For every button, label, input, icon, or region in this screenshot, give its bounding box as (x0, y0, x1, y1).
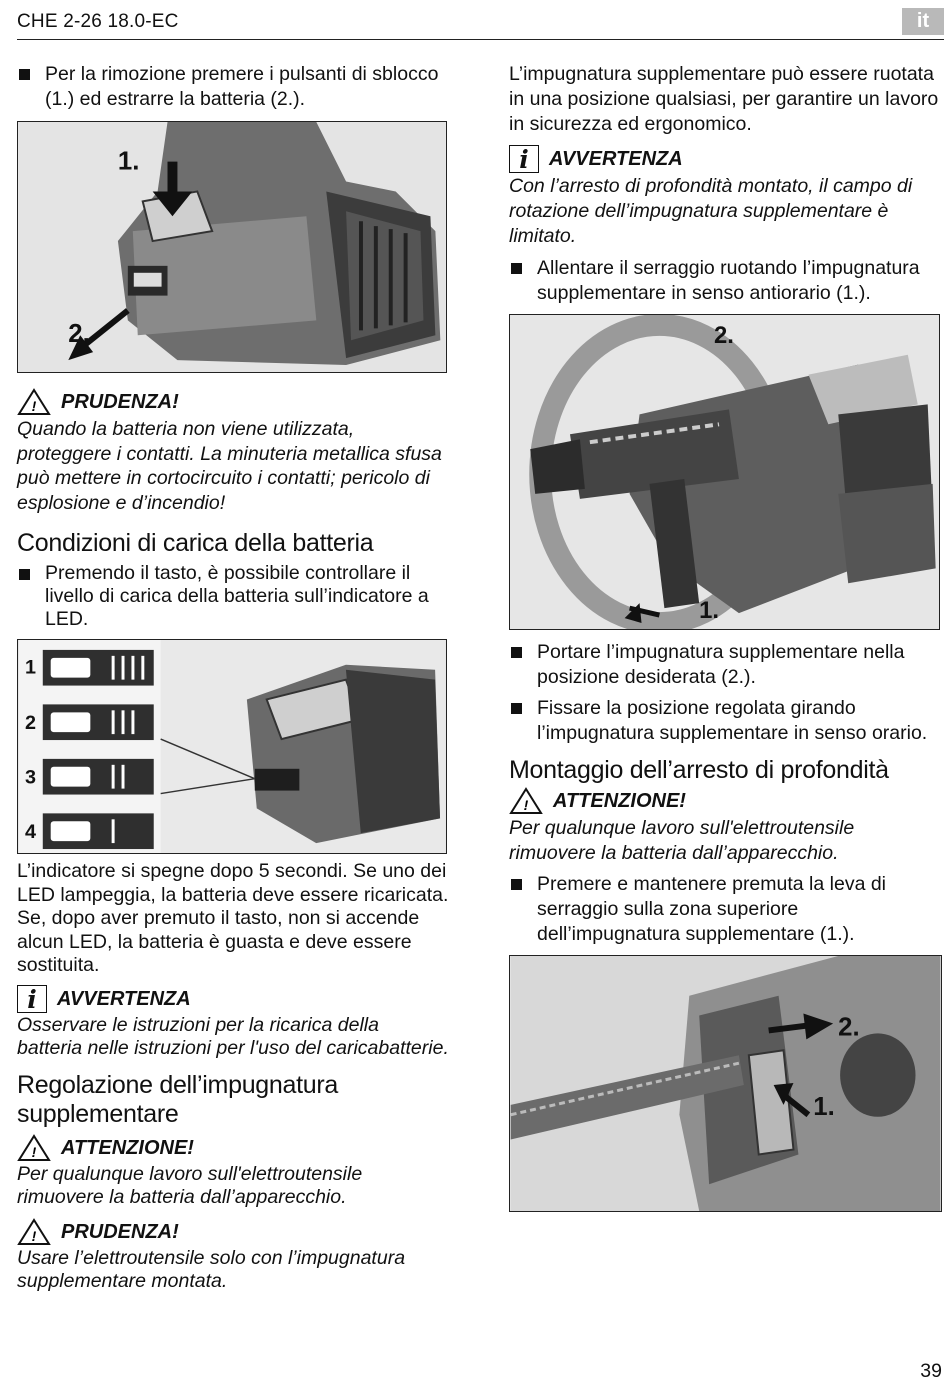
square-bullet-icon (511, 647, 522, 658)
battery-removal-illustration (18, 122, 446, 372)
figure-label-2: 2. (838, 1013, 860, 1042)
figure-label-2: 2. (68, 320, 90, 349)
handle-rotation-figure (509, 314, 940, 630)
list-item: Portare l’impugnatura supplementare nella posizione desiderata (2.). (509, 640, 943, 690)
led-level-label: 3 (24, 766, 36, 789)
doc-code: CHE 2-26 18.0-EC (17, 11, 179, 32)
attention-text: Per qualunque lavoro sull'elettroutensile rimuovere la batteria dall’apparecchio. (509, 817, 855, 864)
list-item: Allentare il serraggio ruotando l’impugnatura supplementare in senso antiorario (1.). (509, 256, 943, 306)
square-bullet-icon (511, 263, 522, 274)
list-item: Premere e mantenere premuta la leva di serraggio sulla zona superiore dell’impugnatura supplementare (1.). (509, 872, 943, 947)
figure-label-2: 2. (714, 321, 734, 349)
figure-label-1: 1. (117, 147, 140, 176)
square-bullet-icon (19, 569, 30, 580)
figure-label-1: 1. (813, 1092, 835, 1121)
led-description: L’indicatore si spegne dopo 5 secondi. Se uno dei LED lampeggia, la batteria deve essere ricaricata. Se, dopo aver premuto il tasto, non si accende alcun LED, la batteria è guasta e deve essere sostituita. (17, 860, 449, 976)
list-item: Premendo il tasto, è possibile controllare il livello di carica della batteria sull’indicatore a LED. (17, 562, 449, 631)
svg-text:!: ! (523, 797, 529, 813)
square-bullet-icon (19, 69, 30, 80)
list-item: Fissare la posizione regolata girando l’impugnatura supplementare in senso orario. (509, 696, 943, 746)
attention-heading: ! ATTENZIONE! (17, 1134, 449, 1162)
square-bullet-icon (511, 879, 522, 890)
handle-description: L’impugnatura supplementare può essere ruotata in una posizione qualsiasi, per garantire un lavoro in sicurezza ed ergonomico. (509, 63, 939, 135)
page-number: 39 (920, 1360, 942, 1382)
caution-heading: ! PRUDENZA! (17, 388, 449, 416)
caution-text: Usare l’elettroutensile solo con l’impugnatura supplementare montata. (17, 1246, 406, 1292)
page-header (17, 8, 944, 40)
warning-triangle-icon (17, 1134, 51, 1162)
right-column (509, 62, 943, 1212)
square-bullet-icon (511, 703, 522, 714)
figure-label-1: 1. (699, 597, 720, 625)
info-i-icon: i (17, 985, 47, 1013)
led-level-label: 2 (24, 712, 36, 735)
note-text: Con l’arresto di profondità montato, il campo di rotazione dell’impugnatura supplementare è limitato. (509, 175, 913, 247)
warning-triangle-icon (17, 388, 51, 416)
note-text: Osservare le istruzioni per la ricarica della batteria nelle istruzioni per l'uso del caricabatterie. (17, 1013, 449, 1059)
left-column (17, 62, 449, 1294)
section-heading: Regolazione dell’impugnatura supplementare (17, 1070, 338, 1128)
warning-triangle-icon (509, 787, 543, 815)
depth-stop-figure (509, 955, 942, 1212)
list-item: Per la rimozione premere i pulsanti di sblocco (1.) ed estrarre la batteria (2.). (17, 62, 449, 111)
section-heading: Condizioni di carica della batteria (17, 529, 374, 557)
caution-text: Quando la batteria non viene utilizzata, proteggere i contatti. La minuteria metallica sfusa può mettere in cortocircuito i contatti; pericolo di esplosione e d’incendio! (17, 418, 442, 514)
svg-text:!: ! (31, 1227, 37, 1244)
led-indicator-figure (17, 639, 447, 854)
section-heading: Montaggio dell’arresto di profondità (509, 756, 889, 784)
attention-heading: ! ATTENZIONE! (509, 787, 943, 815)
note-heading: i AVVERTENZA (509, 145, 943, 173)
caution-heading: ! PRUDENZA! (17, 1218, 449, 1246)
depth-stop-illustration (510, 956, 941, 1211)
warning-triangle-icon (17, 1218, 51, 1246)
led-level-label: 4 (24, 821, 36, 844)
note-heading: i AVVERTENZA (17, 985, 449, 1013)
info-i-icon: i (509, 145, 539, 173)
svg-text:!: ! (31, 398, 37, 414)
svg-text:!: ! (31, 1143, 37, 1160)
led-level-label: 1 (24, 656, 36, 679)
language-tab: it (902, 8, 944, 35)
led-indicator-illustration (18, 640, 446, 853)
handle-rotation-illustration (510, 315, 939, 629)
attention-text: Per qualunque lavoro sull'elettroutensile rimuovere la batteria dall’apparecchio. (17, 1162, 363, 1208)
battery-removal-figure (17, 121, 447, 373)
